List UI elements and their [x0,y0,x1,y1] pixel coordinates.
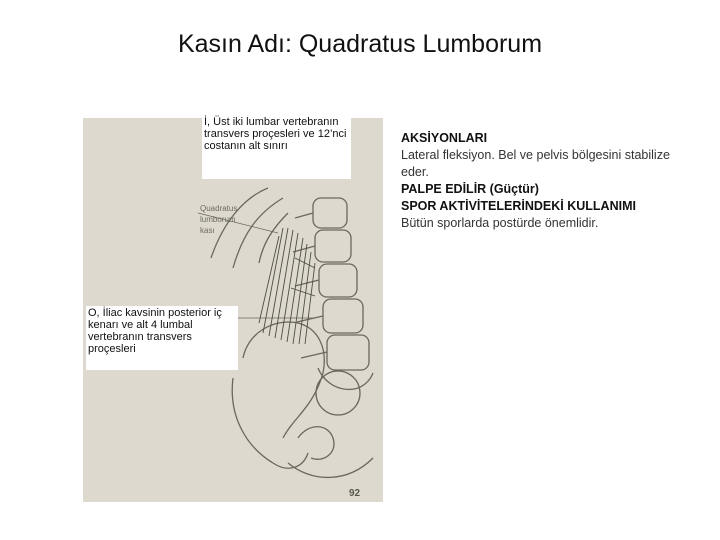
pubic-arch [288,458,373,477]
vertebra [319,264,357,297]
palpation-text: PALPE EDİLİR (Güçtür) [401,182,539,196]
sacrum [318,368,373,389]
transverse-process [293,246,315,252]
femoral-head [298,427,334,460]
transverse-process [295,213,313,218]
sacrum-body [316,371,360,415]
vertebra [313,198,347,228]
figure-page-number: 92 [349,488,361,499]
actions-text: Lateral fleksiyon. Bel ve pelvis bölgesini stabilize eder. [401,148,670,179]
transverse-process [297,316,323,322]
origin-callout: O, İliac kavsinin posterior iç kenarı ve alt 4 lumbal vertebranın transvers proçesleri [86,306,238,370]
sports-heading: SPOR AKTİVİTELERİNDEKİ KULLANIMI [401,199,636,213]
muscle-fiber [299,252,311,344]
figure-label: Quadratus lumborum kası [200,204,238,235]
vertebra [315,230,351,262]
pelvis-outline [232,378,308,468]
muscle-fiber [269,228,288,336]
vertebra [327,335,369,370]
rib-outline [233,198,283,268]
insertion-callout: İ, Üst iki lumbar vertebranın transvers proçesleri ve 12’nci costanın alt sınırı [202,115,351,179]
sports-text: Bütün sporlarda postürde önemlidir. [401,216,599,230]
muscle-info [401,130,701,232]
transverse-process [301,352,327,358]
rib-outline [259,213,288,263]
muscle-fiber [259,236,279,323]
vertebra [323,299,363,333]
slide-title: Kasın Adı: Quadratus Lumborum [177,30,543,58]
iliac-crest [243,322,324,438]
actions-heading: AKSİYONLARI [401,131,488,145]
